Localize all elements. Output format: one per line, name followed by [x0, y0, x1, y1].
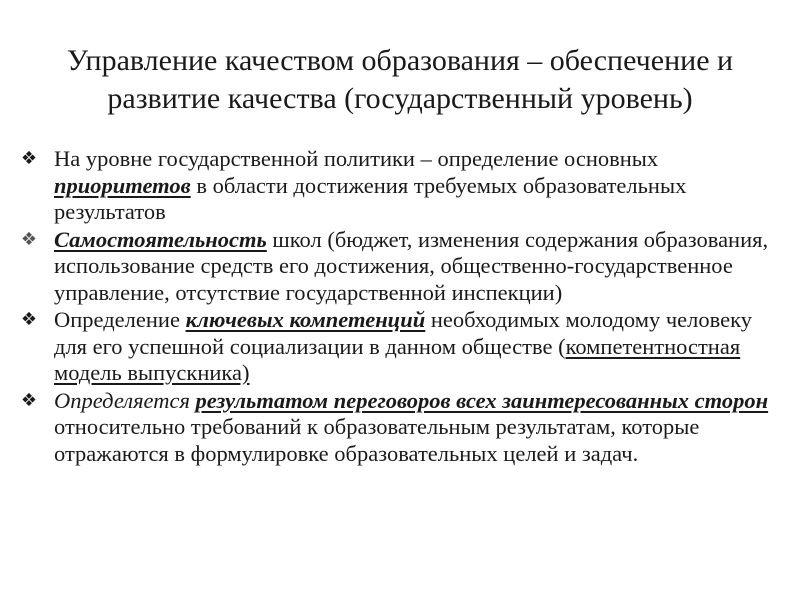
bullet-text: На уровне государственной политики – определение основных: [54, 146, 659, 171]
bullet-priorities: [18, 146, 788, 226]
bullet-list: [18, 146, 788, 468]
bullet-text: Определение: [54, 307, 186, 332]
title-line-1: Управление качеством образования – обеспечение и: [66, 44, 734, 77]
diamond-bullet-icon: ❖: [20, 228, 38, 250]
title-line-2: развитие качества (государственный уровень): [107, 82, 693, 115]
bullet-text: необходимых молодому человеку для его успешной социализации в данном обществе (: [54, 307, 752, 359]
emphasis-priorities: приоритетов: [54, 172, 191, 198]
emphasis-key-competencies: ключевых компетенций: [185, 307, 426, 332]
bullet-text: школ (бюджет, изменения содержания образования, использование средств его достижения, общественно-государственное управление, отсутствие государственной инспекции): [54, 226, 769, 305]
bullet-autonomy: [18, 227, 788, 307]
emphasis-autonomy: Самостоятельность: [54, 226, 267, 252]
bullet-competencies: [18, 307, 788, 387]
underlined-graduate-model: компетентностная модель выпускника): [54, 333, 741, 385]
bullet-text: относительно требований к образовательным результатам, которые отражаются в формулировке образовательных целей и задач.: [54, 414, 700, 466]
diamond-bullet-icon: ❖: [20, 309, 38, 330]
diamond-bullet-icon: ❖: [20, 148, 38, 169]
bullet-text: в области достижения требуемых образовательных результатов: [54, 172, 687, 224]
bullet-negotiation: [18, 388, 788, 468]
diamond-bullet-icon: ❖: [20, 389, 38, 411]
emphasis-negotiation-result: результатом переговоров всех заинтересованных сторон: [195, 387, 769, 413]
bullet-text-italic: Определяется: [54, 387, 196, 413]
slide-title: [20, 42, 780, 118]
